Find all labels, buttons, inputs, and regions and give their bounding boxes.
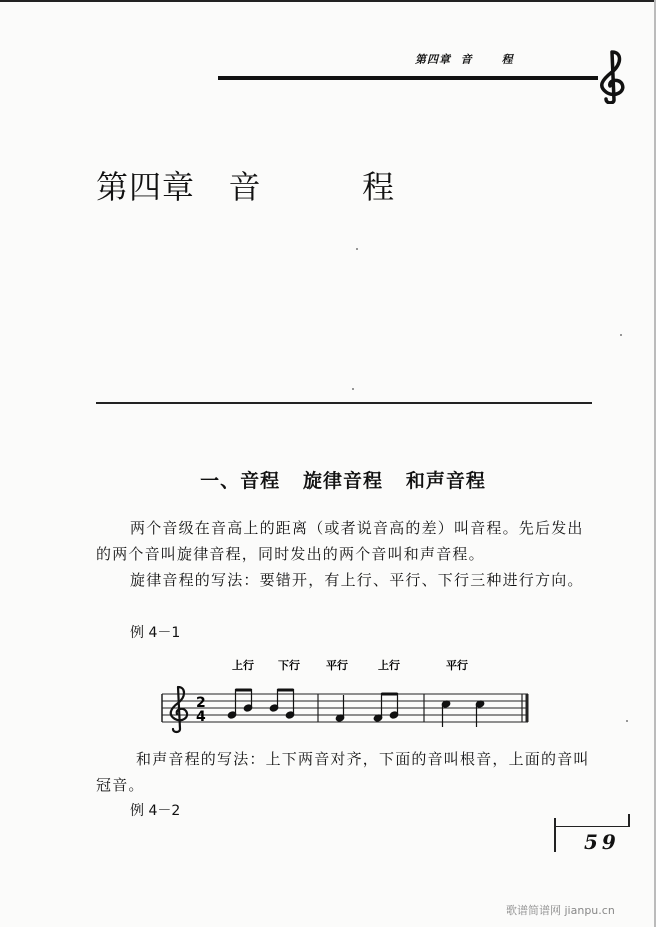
- chapter-title: 第四章 音 程: [96, 168, 396, 206]
- watermark: 歌谱简谱网 jianpu.cn: [506, 904, 615, 917]
- paragraph-harmonic-interval-notation: 和声音程的写法：上下两音对齐，下面的音叫根音，上面的音叫冠音。: [96, 750, 590, 794]
- time-signature-bottom: 4: [196, 709, 206, 725]
- paragraph-melodic-interval-notation: 旋律音程的写法：要错开，有上行、平行、下行三种进行方向。: [130, 571, 584, 589]
- example-label-4-2: 例 4－2: [130, 803, 181, 819]
- motion-label: 平行: [326, 659, 348, 672]
- speck: [356, 248, 358, 250]
- motion-label: 上行: [378, 659, 400, 672]
- motion-label: 平行: [446, 659, 468, 672]
- paragraph-intervals-definition: 两个音级在音高上的距离（或者说音高的差）叫音程。先后发出的两个音叫旋律音程，同时发出的两个音叫和声音程。: [96, 519, 584, 563]
- speck: [620, 334, 622, 336]
- running-header: 第四章 音 程: [415, 53, 514, 66]
- speck: [626, 720, 628, 722]
- section-rule: [96, 402, 592, 404]
- top-border: [0, 0, 656, 2]
- speck: [352, 388, 354, 390]
- motion-label: 上行: [232, 659, 254, 672]
- time-signature-top: 2: [196, 695, 206, 711]
- section-heading: 一、音程 旋律音程 和声音程: [200, 470, 486, 492]
- example-label-4-1: 例 4－1: [130, 625, 181, 641]
- page-number: 59: [584, 830, 620, 854]
- music-staff-example: [160, 655, 540, 735]
- header-rule: [218, 76, 598, 80]
- staff-lines: [162, 694, 528, 722]
- treble-clef-icon: [592, 48, 632, 104]
- motion-label: 下行: [278, 659, 300, 672]
